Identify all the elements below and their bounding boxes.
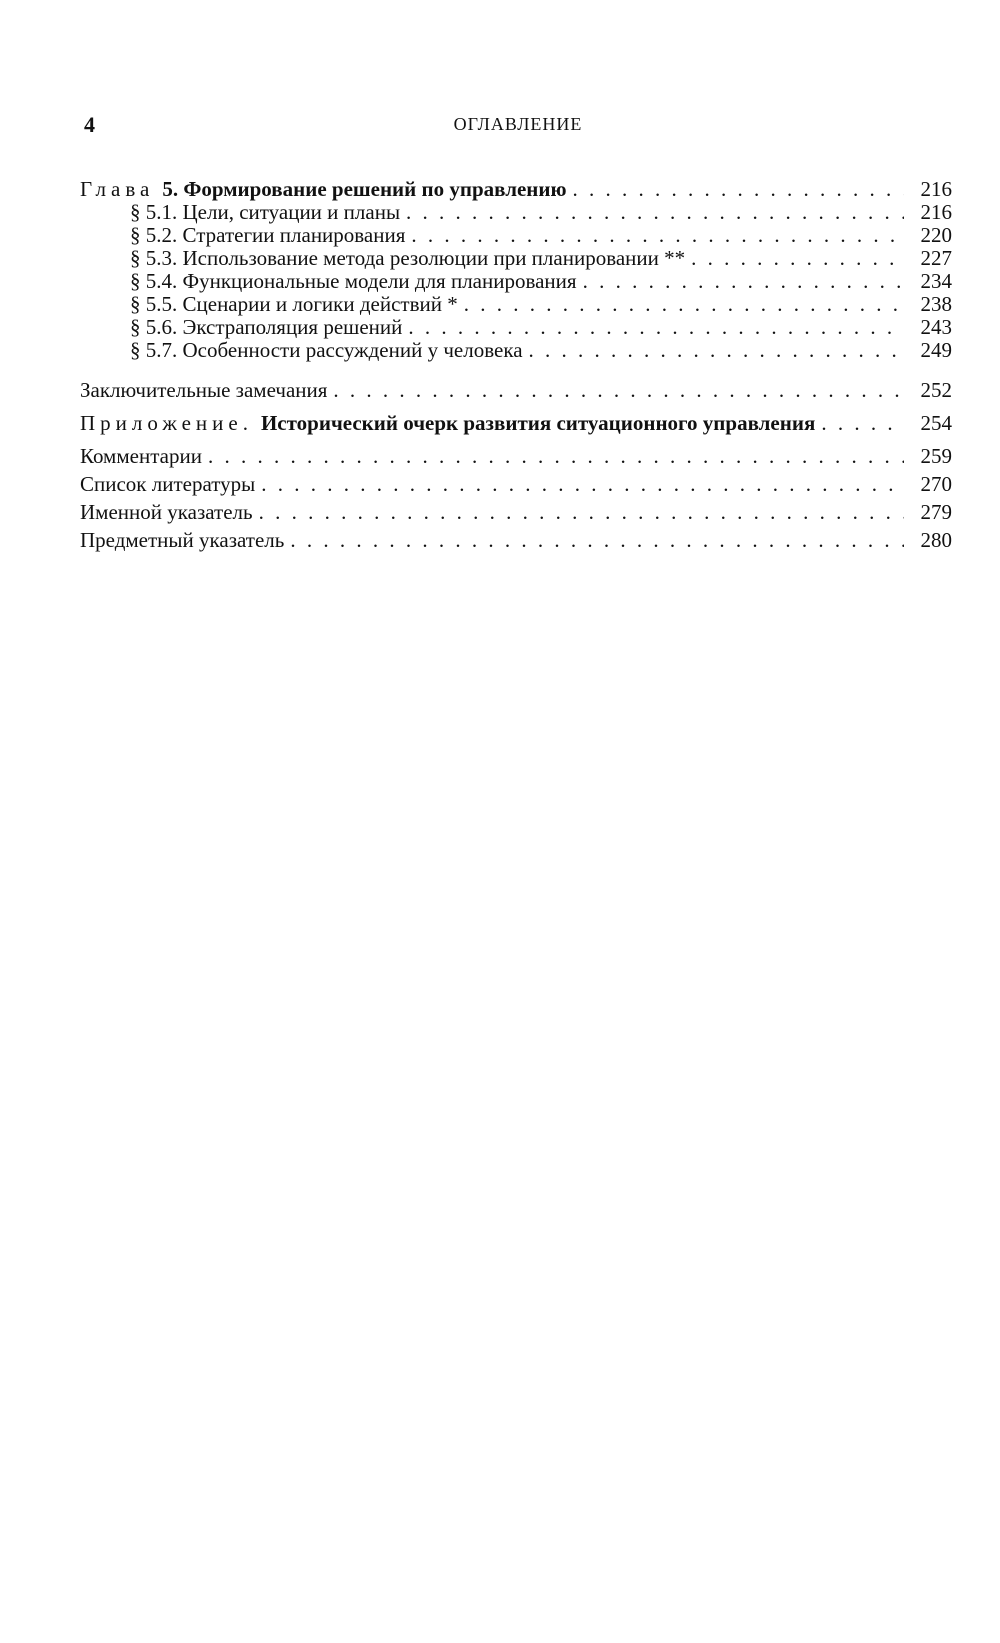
back-matter-title: Комментарии: [80, 444, 202, 468]
section-title: § 5.3. Использование метода резолюции при планировании **: [130, 246, 686, 270]
chapter-title: 5. Формирование решений по управлению: [162, 177, 567, 201]
dot-leader: [411, 224, 904, 247]
toc-section-entry: [80, 293, 952, 316]
section-title: § 5.7. Особенности рассуждений у человека: [130, 338, 523, 362]
back-matter-page-number: 279: [920, 500, 952, 524]
back-matter-title: Список литературы: [80, 472, 256, 496]
table-of-contents: [80, 178, 952, 552]
dot-leader: [290, 529, 904, 552]
back-matter-page-number: 259: [920, 444, 952, 468]
toc-chapter-entry: [80, 178, 952, 201]
dot-leader: [691, 247, 904, 270]
toc-section-entry: [80, 247, 952, 270]
toc-section-entry: [80, 224, 952, 247]
dot-leader: [208, 445, 904, 468]
toc-section-entry: [80, 270, 952, 293]
section-title: § 5.6. Экстраполяция решений: [130, 315, 403, 339]
appendix-page-number: 254: [920, 411, 952, 435]
chapter-page-number: 216: [920, 177, 952, 201]
section-title: § 5.2. Стратегии планирования: [130, 223, 406, 247]
section-page-number: 216: [920, 200, 952, 224]
toc-section-entry: [80, 316, 952, 339]
section-title: § 5.5. Сценарии и логики действий *: [130, 292, 458, 316]
conclusion-title: Заключительные замечания: [80, 378, 328, 402]
toc-section-entry: [80, 201, 952, 224]
section-page-number: 227: [920, 246, 952, 270]
toc-back-matter-entry: [80, 529, 952, 552]
section-title: § 5.4. Функциональные модели для планирования: [130, 269, 577, 293]
toc-appendix-entry: [80, 412, 952, 435]
running-title: ОГЛАВЛЕНИЕ: [453, 114, 583, 134]
appendix-prefix: Приложение.: [80, 411, 253, 435]
dot-leader: [464, 293, 904, 316]
toc-back-matter-entry: [80, 445, 952, 468]
section-page-number: 220: [920, 223, 952, 247]
page-number: 4: [84, 112, 95, 137]
running-header: [84, 112, 952, 142]
toc-back-matter-entry: [80, 473, 952, 496]
section-page-number: 234: [920, 269, 952, 293]
dot-leader: [529, 339, 904, 362]
dot-leader: [573, 178, 904, 201]
back-matter-page-number: 280: [920, 528, 952, 552]
toc-section-entry: [80, 339, 952, 362]
chapter-prefix: Глава: [80, 177, 155, 201]
back-matter-title: Именной указатель: [80, 500, 253, 524]
dot-leader: [333, 379, 904, 402]
dot-leader: [408, 316, 904, 339]
dot-leader: [821, 412, 904, 435]
dot-leader: [406, 201, 904, 224]
toc-conclusion-entry: [80, 379, 952, 402]
conclusion-page-number: 252: [920, 378, 952, 402]
appendix-title: Исторический очерк развития ситуационного управления: [260, 411, 816, 435]
back-matter-title: Предметный указатель: [80, 528, 285, 552]
dot-leader: [261, 473, 904, 496]
section-page-number: 249: [920, 338, 952, 362]
section-title: § 5.1. Цели, ситуации и планы: [130, 200, 401, 224]
section-page-number: 243: [920, 315, 952, 339]
dot-leader: [259, 501, 904, 524]
back-matter-page-number: 270: [920, 472, 952, 496]
dot-leader: [583, 270, 904, 293]
toc-back-matter-entry: [80, 501, 952, 524]
section-page-number: 238: [920, 292, 952, 316]
